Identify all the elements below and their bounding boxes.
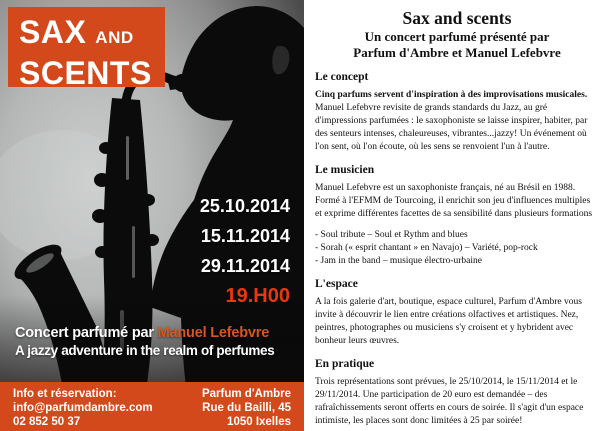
sax-key [92,209,108,223]
pratique-heading: En pratique [315,358,375,370]
page-title: Sax and scents [402,8,512,28]
contact-label: Info et réservation: [13,388,117,400]
section-musicien [315,164,599,268]
musicien-body: Manuel Lefebvre est un saxophoniste français, né au Brésil en 1988. Formé à l'EFMM de Tourcoing, il enrichit son jeu d'influences multiples et exprime différentes facettes de sa sensibilité dans plusieurs formations [315,183,593,219]
tagline-english: A jazzy adventure in the realm of perfumes [15,343,275,358]
formation-item: - Soul tribute – Soul et Rythm and blues [315,230,468,240]
subtitle-line2: Parfum d'Ambre et Manuel Lefebvre [353,45,561,60]
espace-heading: L'espace [315,278,358,290]
venue-city: 1050 Ixelles [227,416,291,428]
footer-venue [202,387,291,431]
contact-phone: 02 852 50 37 [13,416,81,428]
concept-lead: Cinq parfums servent d'inspiration à des improvisations musicales. [315,90,588,100]
date-3: 29.11.2014 [200,256,290,276]
title-sax: SAX [19,14,87,50]
sax-glint [132,226,135,278]
title-scents: SCENTS [19,55,152,91]
title-and: AND [95,28,134,47]
date-2: 15.11.2014 [200,226,290,246]
espace-body: A la fois galerie d'art, boutique, espace culturel, Parfum d'Ambre vous invite à découvrir le lien entre créations olfactives et artistiques. Nez, peintres, photographes ou musiciens s'y croisent et y hybrident avec bonheur leurs œuvres. [315,297,582,346]
dates-block [200,191,290,311]
formation-item: - Sorah (« esprit chantant » en Navajo) – Variété, pop-rock [315,243,538,253]
sax-key [141,194,155,206]
section-concept [315,71,599,154]
formations-list [315,229,599,268]
sax-key [95,246,109,258]
artist-name: Manuel Lefebvre [157,325,270,341]
date-1: 25.10.2014 [199,196,290,216]
formation-item: - Jam in the band – musique électro-urbaine [315,256,482,266]
sax-glint [126,136,129,180]
tagline [15,324,274,359]
footer-bar [0,382,304,431]
sax-key [99,142,113,154]
section-pratique [315,358,599,428]
musicien-heading: Le musicien [315,164,375,176]
pratique-body: Trois représentations sont prévues, le 25/10/2014, le 15/11/2014 et le 29/11/2014. Une participation de 20 euro est demandée – des rafraîchissements seront offerts en cours de soirée. Il s'agit d'un espace intimiste, les places sont donc limitées à 25 par soirée! [315,377,584,426]
concept-body: Manuel Lefebvre revisite de grands standards du Jazz, au gré d'impressions parfumées : le saxophoniste se laisse inspirer, habiter, par des senteurs intenses, chaleureuses, vibrantes...jazzy! Un événement où l'on sent, où l'on écoute, où les sens se renvoient l'un à l'autre. [315,103,588,152]
footer-contact [13,387,153,431]
venue-name: Parfum d'Ambre [201,388,291,400]
venue-street: Rue du Bailli, 45 [202,402,291,414]
section-espace [315,278,599,348]
tagline-prefix: Concert parfumé par [15,325,158,341]
concept-heading: Le concept [315,71,369,83]
concert-time: 19.H00 [225,285,290,307]
subtitle-line1: Un concert parfumé présenté par [364,29,550,44]
title-box [8,7,165,91]
sax-key [145,234,159,246]
tagline-french [15,324,274,342]
info-panel [304,0,608,431]
contact-email: info@parfumdambre.com [13,402,153,414]
sax-key [94,173,110,187]
